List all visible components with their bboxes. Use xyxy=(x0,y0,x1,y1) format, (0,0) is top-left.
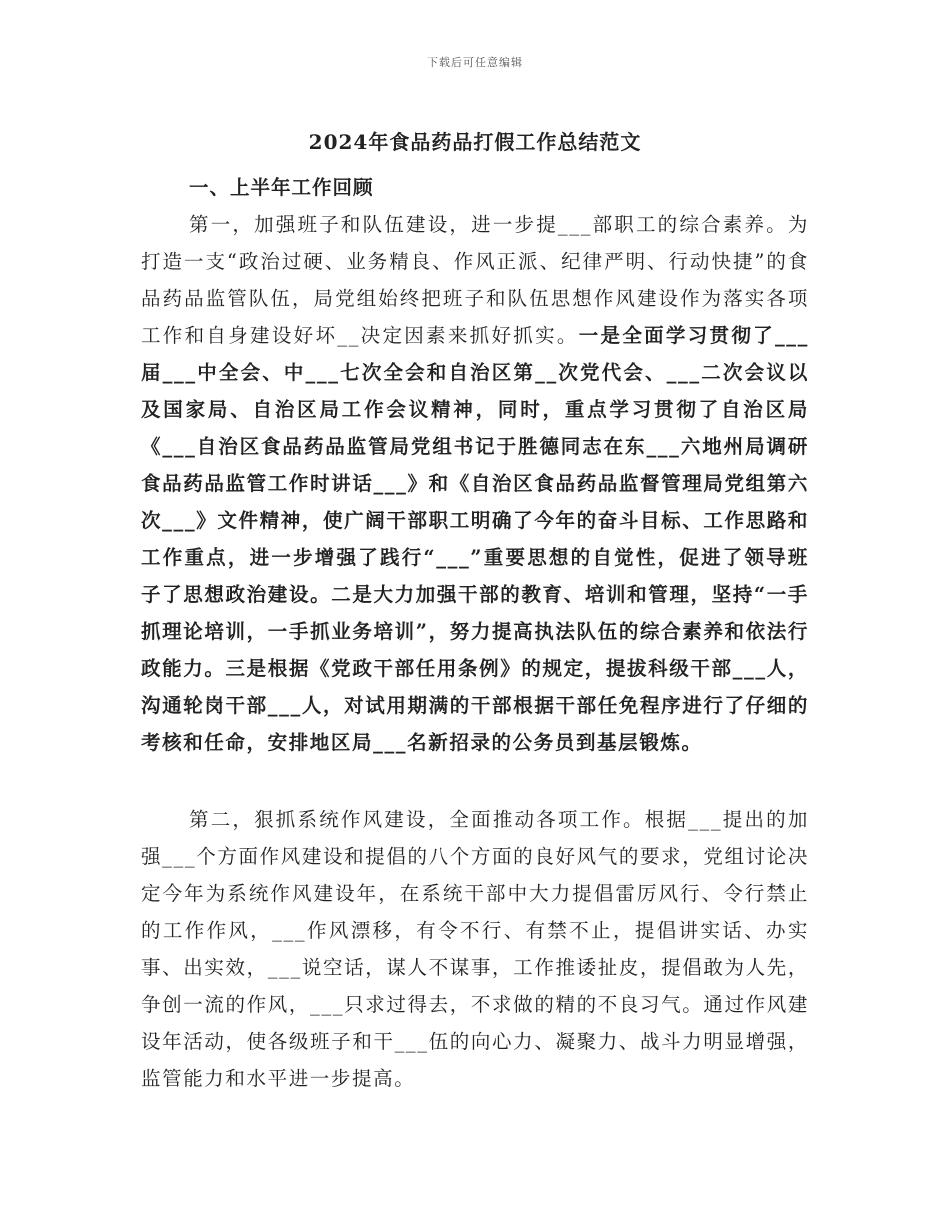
section-heading: 一、上半年工作回顾 xyxy=(189,176,374,199)
document-title: 2024年食品药品打假工作总结范文 xyxy=(308,130,642,154)
paragraph-2: 第二，狠抓系统作风建设，全面推动各项工作。根据___提出的加强___个方面作风建设和提倡的八个方面的良好风气的要求，党组讨论决定今年为系统作风建设年，在系统干部中大力提倡雷厉风行、令行禁止的工作作风，___作风漂移，有令不行、有禁不止，提倡讲实话、办实事、出实效，___说空话，谋人不谋事，工作推诿扯皮，提倡敢为人先，争创一流的作风，___只求过得去，不求做的精的不良习气。通过作风建设年活动，使各级班子和干___伍的向心力、凝聚力、战斗力明显增强，监管能力和水平进一步提高。 xyxy=(141,808,809,1090)
header-note: 下载后可任意编辑 xyxy=(427,56,523,69)
paragraph-1-bold-text: 一是全面学习贯彻了___届___中全会、中___七次全会和自治区第__次党代会、___二次会议以及国家局、自治区局工作会议精神，同时，重点学习贯彻了自治区局《___自治区食品药品监管局党组书记于胜德同志在东___六地州局调研食品药品监管工作时讲话___》和《自治区食品药品监督管理局党组第六次___》文件精神，使广阔干部职工明确了今年的奋斗目标、工作思路和工作重点，进一步增强了践行“___”重要思想的自觉性，促进了领导班子了思想政治建设。二是大力加强干部的教育、培训和管理，坚持“一手抓理论培训，一手抓业务培训”，努力提高执法队伍的综合素养和依法行政能力。三是根据《党政干部任用条例》的规定，提拔科级干部___人，沟通轮岗干部___人，对试用期满的干部根据干部任免程序进行了仔细的考核和任命，安排地区局___名新招录的公务员到基层锻炼。 xyxy=(141,324,809,754)
paragraph-1-text: 第一，加强班子和队伍建设，进一步提___部职工的综合素养。为打造一支“政治过硬、业务精良、作风正派、纪律严明、行动快捷”的食品药品监管队伍，局党组始终把班子和队伍思想作风建设作为落实各项工作和自身建设好坏__决定因素来抓好抓实。 xyxy=(141,213,809,347)
paragraph-1 xyxy=(141,206,809,761)
